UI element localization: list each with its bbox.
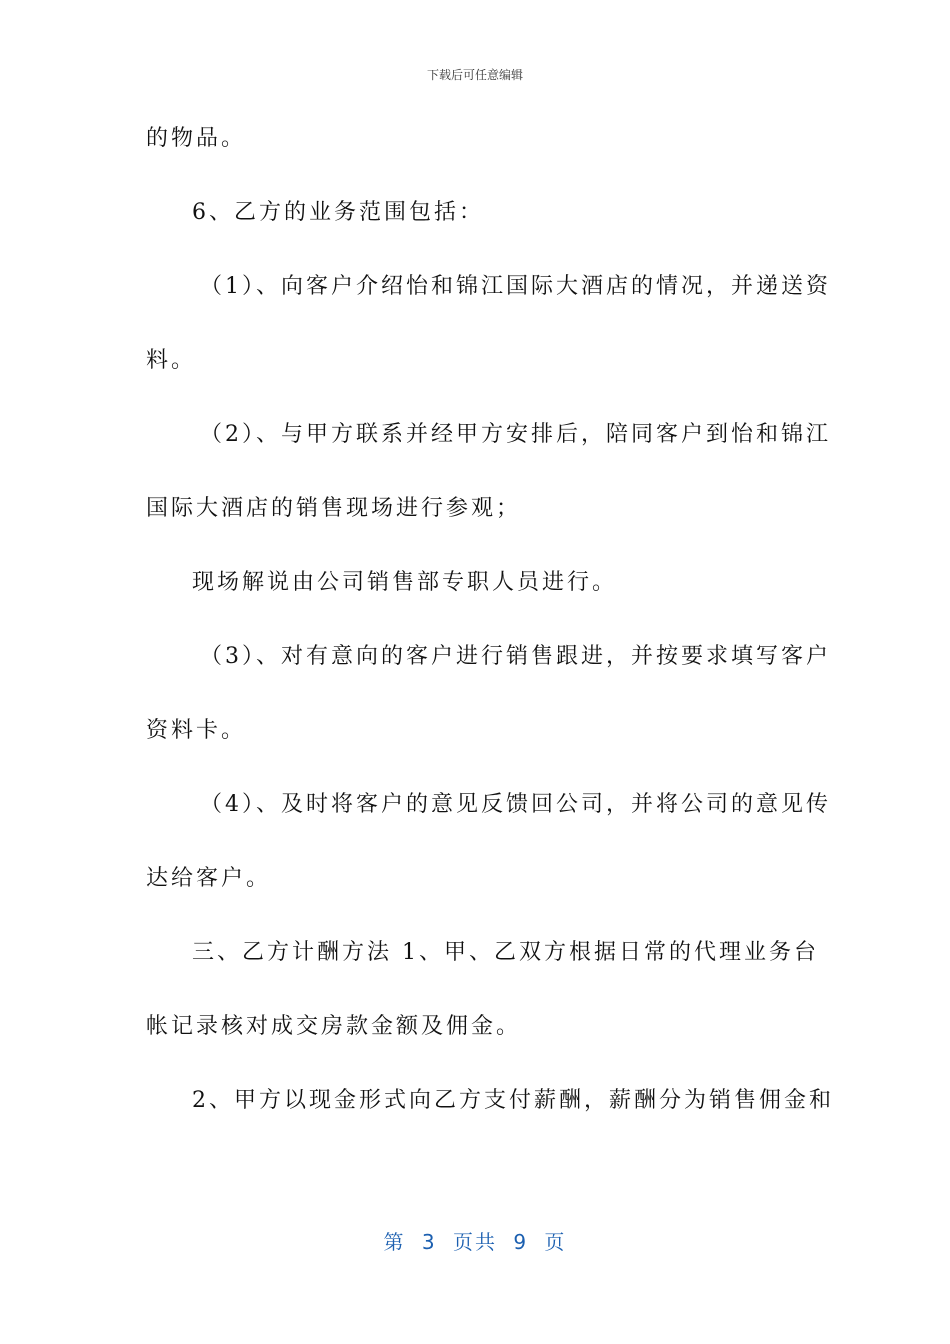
text-line: （3）、对有意向的客户进行销售跟进，并按要求填写客户: [200, 644, 831, 669]
text-line: （1）、向客户介绍怡和锦江国际大酒店的情况，并递送资: [200, 274, 831, 299]
page-footer: 第 3 页共 9 页: [383, 1230, 567, 1254]
text-line: 三、乙方计酬方法 1、甲、乙双方根据日常的代理业务台: [192, 940, 819, 965]
page-header: 下载后可任意编辑: [426, 68, 523, 82]
text-line: 6、乙方的业务范围包括：: [192, 200, 484, 225]
text-line: 国际大酒店的销售现场进行参观；: [146, 496, 522, 521]
text-line: 料。: [146, 348, 197, 373]
text-line: （4）、及时将客户的意见反馈回公司，并将公司的意见传: [200, 792, 831, 817]
text-line: 资料卡。: [146, 718, 247, 743]
text-line: 的物品。: [146, 126, 247, 151]
text-line: 帐记录核对成交房款金额及佣金。: [146, 1014, 522, 1039]
text-line: 达给客户。: [146, 866, 272, 891]
text-line: 2、甲方以现金形式向乙方支付薪酬，薪酬分为销售佣金和: [192, 1088, 834, 1113]
text-line: 现场解说由公司销售部专职人员进行。: [192, 570, 618, 595]
text-line: （2）、与甲方联系并经甲方安排后，陪同客户到怡和锦江: [200, 422, 831, 447]
